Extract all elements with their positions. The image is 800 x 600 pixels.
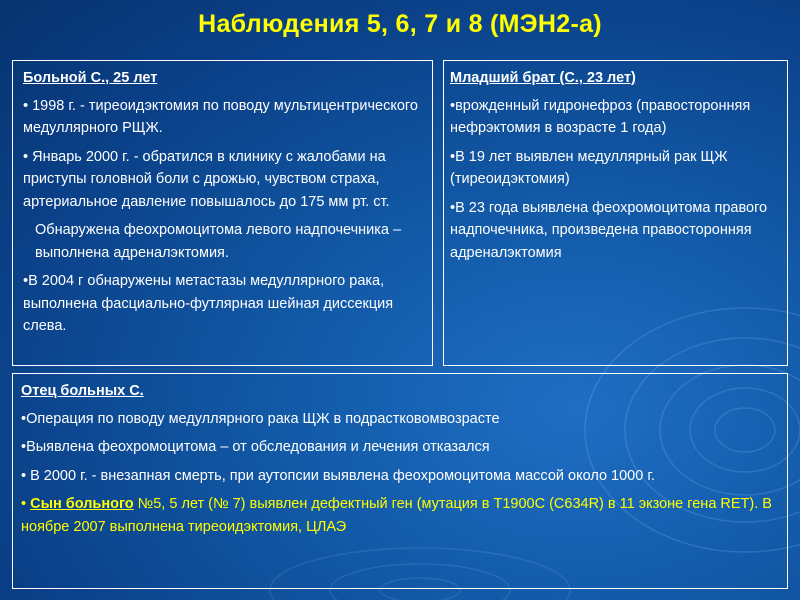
son-bullet: •	[21, 496, 31, 512]
father-item-2: •Выявлена феохромоцитома – от обследования и лечения отказался	[21, 439, 490, 455]
patient-item-2: • Январь 2000 г. - обратился в клинику с жалобами на приступы головной боли с дрожью, чувством страха, артериальное давление повышалось до 175 мм рт. ст.	[23, 148, 390, 210]
brother-item-2: •В 19 лет выявлен медуллярный рак ЩЖ (тиреоидэктомия)	[450, 148, 728, 187]
brother-item-3: •В 23 года выявлена феохромоцитома правого надпочечника, произведена правосторонняя адреналэктомия	[450, 199, 768, 261]
brother-item-1: •врожденный гидронефроз (правосторонняя нефрэктомия в возрасте 1 года)	[450, 97, 751, 136]
patient-box	[12, 60, 433, 366]
father-item-3: • В 2000 г. - внезапная смерть, при аутопсии выявлена феохромоцитома массой около 1000 г.	[21, 467, 655, 484]
father-item-1: •Операция по поводу медуллярного рака ЩЖ в подрастковомвозрасте	[21, 410, 500, 427]
patient-item-3: Обнаружена феохромоцитома левого надпочечника – выполнена адреналэктомия.	[35, 222, 402, 261]
son-label: Сын больного	[30, 496, 134, 512]
patient-item-4: •В 2004 г обнаружены метастазы медуллярного рака, выполнена фасциально-футлярная шейная диссекция слева.	[23, 273, 394, 334]
brother-box	[443, 60, 788, 366]
father-box	[12, 373, 788, 589]
father-item-4	[21, 493, 779, 538]
brother-header: Младший брат (С., 23 лет)	[450, 70, 636, 86]
patient-header: Больной С., 25 лет	[23, 70, 158, 86]
son-text: №5, 5 лет (№ 7) выявлен дефектный ген (мутация в Т1900С (С634R) в 11 экзоне гена RET). В ноябре 2007 выполнена тиреоидэктомия, ЦЛАЭ	[21, 496, 772, 535]
patient-item-1: • 1998 г. - тиреоидэктомия по поводу мультицентрического медуллярного РЩЖ.	[23, 97, 418, 136]
father-header: Отец больных С.	[21, 383, 144, 399]
slide-title: Наблюдения 5, 6, 7 и 8 (МЭН2-а)	[198, 10, 602, 38]
